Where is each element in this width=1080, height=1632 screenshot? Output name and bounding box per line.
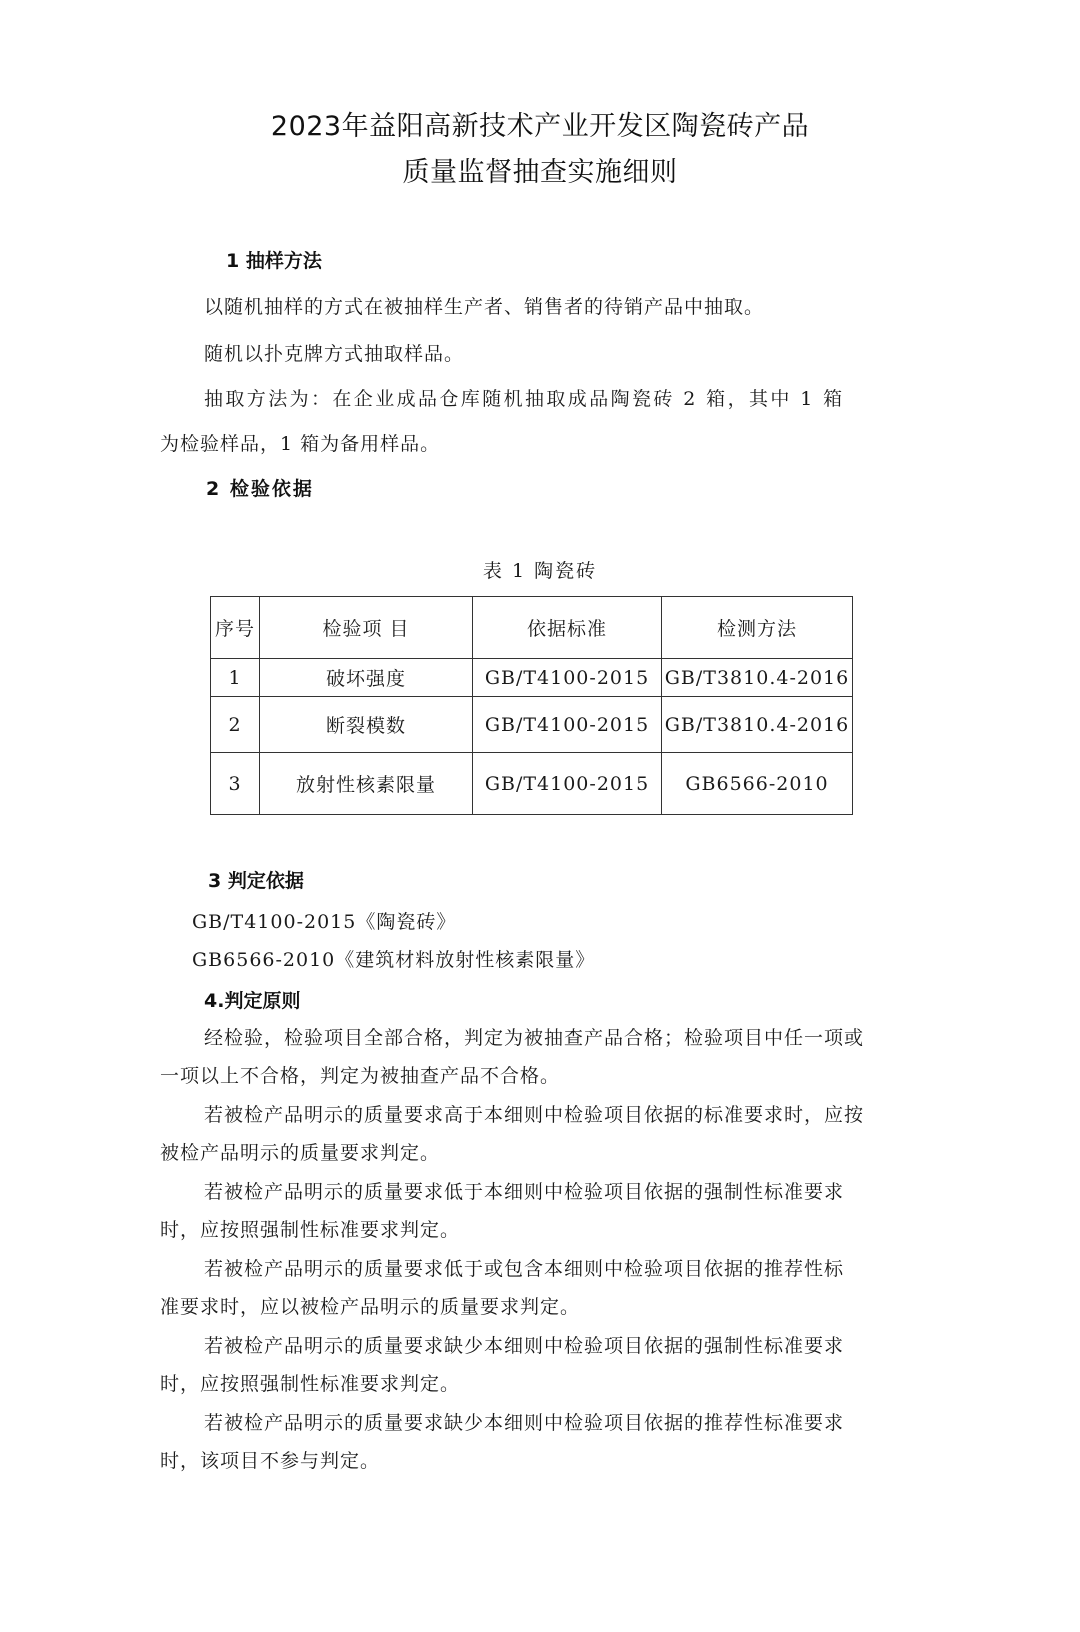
table-cell: GB/T4100-2015 [473,753,662,815]
reference-standard-1: GB/T4100-2015《陶瓷砖》 [192,911,457,933]
reference-standard-2: GB6566-2010《建筑材料放射性核素限量》 [192,949,596,971]
table-header-row [211,597,853,659]
principle-2-line2: 被检产品明示的质量要求判定。 [160,1142,441,1164]
principle-3-line2: 时，应按照强制性标准要求判定。 [160,1219,461,1241]
table-row [211,697,853,753]
table-cell: 破坏强度 [260,659,473,697]
paragraph-sampling-3-line1: 抽取方法为：在企业成品仓库随机抽取成品陶瓷砖 2 箱，其中 1 箱 [204,388,845,410]
principle-6-line2: 时，该项目不参与判定。 [160,1450,381,1472]
paragraph-sampling-2: 随机以扑克牌方式抽取样品。 [204,343,465,365]
table-header-cell: 检测方法 [662,597,853,659]
principle-2-line1: 若被检产品明示的质量要求高于本细则中检验项目依据的标准要求时，应按 [204,1104,865,1126]
table-header-cell: 依据标准 [473,597,662,659]
table-header-cell: 检验项 目 [260,597,473,659]
principle-4-line2: 准要求时，应以被检产品明示的质量要求判定。 [160,1296,581,1318]
table-header-cell: 序号 [211,597,260,659]
table-caption: 表 1 陶瓷砖 [482,560,598,582]
document-title-line1: 2023年益阳高新技术产业开发区陶瓷砖产品 [270,111,810,142]
table-cell: 2 [211,697,260,753]
paragraph-sampling-3-line2: 为检验样品，1 箱为备用样品。 [160,433,441,455]
table-cell: 1 [211,659,260,697]
section-heading-basis: 2 检验依据 [206,478,314,500]
principle-5-line2: 时，应按照强制性标准要求判定。 [160,1373,461,1395]
table-cell: GB/T4100-2015 [473,697,662,753]
principle-5-line1: 若被检产品明示的质量要求缺少本细则中检验项目依据的强制性标准要求 [204,1335,845,1357]
table-row [211,659,853,697]
document-title-line2: 质量监督抽查实施细则 [402,157,678,188]
principle-1-line2: 一项以上不合格，判定为被抽查产品不合格。 [160,1065,561,1087]
section-heading-judgement-basis: 3 判定依据 [208,870,304,892]
principle-4-line1: 若被检产品明示的质量要求低于或包含本细则中检验项目依据的推荐性标 [204,1258,845,1280]
table-cell: 断裂模数 [260,697,473,753]
table-cell: GB/T3810.4-2016 [662,697,853,753]
principle-1-line1: 经检验，检验项目全部合格，判定为被抽查产品合格；检验项目中任一项或 [204,1027,865,1049]
inspection-table [210,596,853,815]
table-cell: GB/T3810.4-2016 [662,659,853,697]
table-row [211,753,853,815]
section-heading-judgement-principle: 4.判定原则 [204,990,301,1012]
table-cell: 3 [211,753,260,815]
paragraph-sampling-1: 以随机抽样的方式在被抽样生产者、销售者的待销产品中抽取。 [204,296,765,318]
principle-3-line1: 若被检产品明示的质量要求低于本细则中检验项目依据的强制性标准要求 [204,1181,845,1203]
section-heading-sampling: 1 抽样方法 [226,250,322,272]
principle-6-line1: 若被检产品明示的质量要求缺少本细则中检验项目依据的推荐性标准要求 [204,1412,845,1434]
table-cell: GB/T4100-2015 [473,659,662,697]
table-cell: 放射性核素限量 [260,753,473,815]
table-cell: GB6566-2010 [662,753,853,815]
